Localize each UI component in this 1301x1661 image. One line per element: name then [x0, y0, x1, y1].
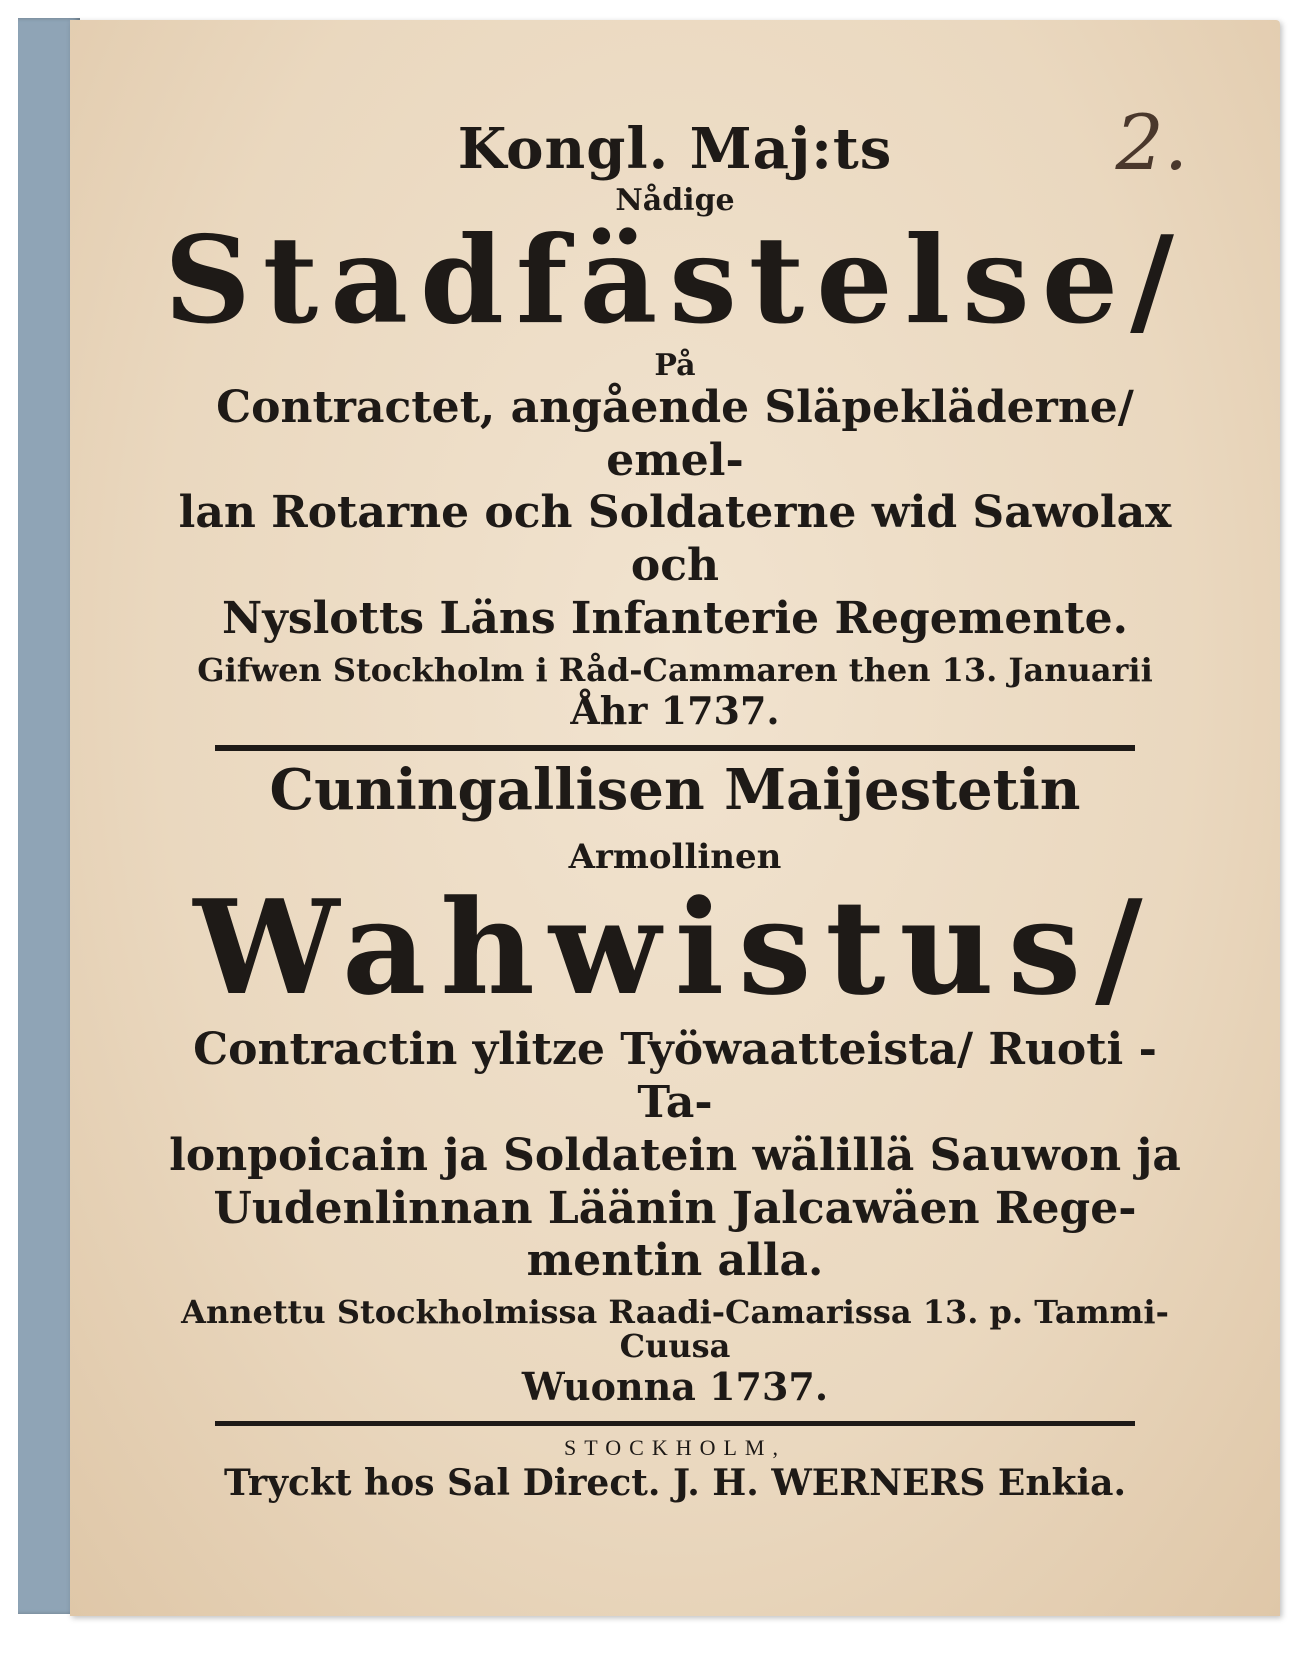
finnish-paragraph-line: mentin alla.: [526, 1235, 824, 1287]
finnish-title-line2: Armollinen: [568, 837, 782, 878]
title-page: [70, 20, 1280, 1616]
finnish-year: Wuonna 1737.: [521, 1364, 829, 1410]
imprint-printer: Tryckt hos Sal Direct. J. H. WERNERS Enkia.: [223, 1462, 1127, 1505]
finnish-given-line: Annettu Stockholmissa Raadi-Camarissa 13. p. Tammi-Cuusa: [181, 1293, 1169, 1365]
imprint-place: STOCKHOLM,: [563, 1435, 786, 1461]
swedish-main-title: Stadfästelse/: [164, 210, 1186, 352]
swedish-given-line: Gifwen Stockholm i Råd-Cammaren then 13. Januarii: [197, 650, 1153, 689]
finnish-paragraph-line: Uudenlinnan Läänin Jalcawäen Rege-: [213, 1182, 1137, 1234]
swedish-title-line1: Kongl. Maj:ts: [457, 116, 893, 182]
swedish-paragraph: [155, 382, 1195, 646]
swedish-title-line2: Nådige: [615, 182, 735, 218]
swedish-paragraph-line: lan Rotarne och Soldaterne wid Sawolax och: [178, 487, 1172, 592]
finnish-paragraph-line: Contractin ylitze Työwaatteista/ Ruoti - Ta-: [193, 1024, 1157, 1129]
finnish-title-line1: Cuningallisen Maijestetin: [269, 757, 1081, 824]
swedish-paragraph-line: Contractet, angående Släpekläderne/ emel-: [216, 381, 1134, 486]
finnish-paragraph-line: lonpoicain ja Soldatein wälillä Sauwon ja: [169, 1129, 1181, 1181]
title-page-text: [155, 116, 1195, 1505]
finnish-paragraph: [155, 1024, 1195, 1288]
swedish-year: Åhr 1737.: [570, 688, 780, 734]
divider-rule: [215, 1421, 1135, 1426]
finnish-main-title: Wahwistus/: [193, 870, 1157, 1024]
swedish-paragraph-line: Nyslotts Läns Infanterie Regemente.: [222, 592, 1128, 644]
bleed-through-shadow: [155, 816, 1195, 850]
divider-rule: [215, 745, 1135, 751]
swedish-pa: På: [654, 348, 696, 384]
handwritten-page-number: 2.: [1115, 98, 1188, 187]
